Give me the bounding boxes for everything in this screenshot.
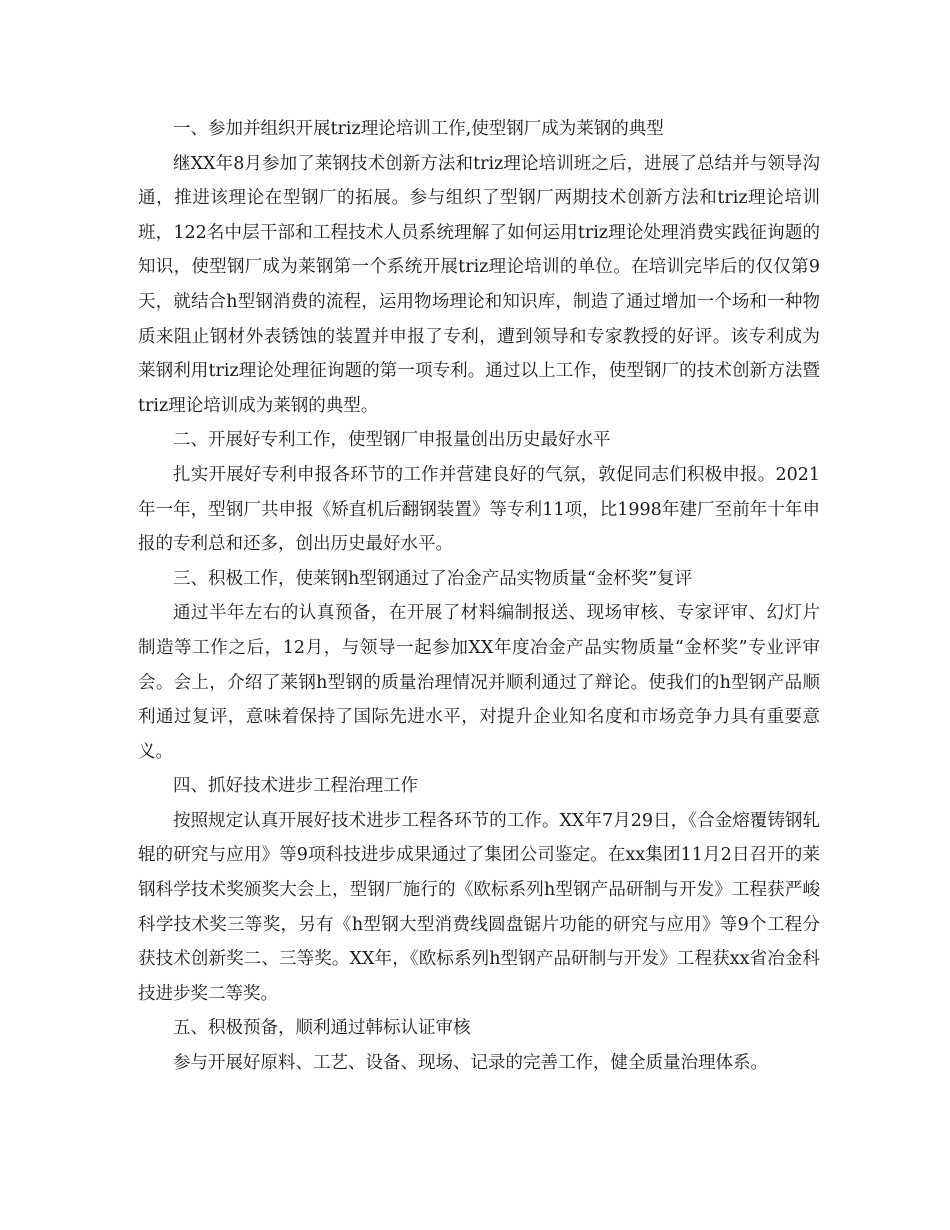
section-paragraph-4: 按照规定认真开展好技术进步工程各环节的工作。XX年7月29日，《合金熔覆铸钢轧辊的研究与应用》等9项科技进步成果通过了集团公司鉴定。在xx集团11月2日召开的莱钢科学技术奖颁奖大会上，型钢厂施行的《欧标系列h型钢产品研制与开发》工程获严峻科学技术奖三等奖，另有《h型钢大型消费线圆盘锯片功能的研究与应用》等9个工程分获技术创新奖二、三等奖。XX年，《欧标系列h型钢产品研制与开发》工程获xx省冶金科技进步奖二等奖。 [138,810,820,1004]
document-body [138,112,820,1081]
section-paragraph-1: 继XX年8月参加了莱钢技术创新方法和triz理论培训班之后，进展了总结并与领导沟通，推进该理论在型钢厂的拓展。参与组织了型钢厂两期技术创新方法和triz理论培训班，122名中层干部和工程技术人员系统理解了如何运用triz理论处理消费实践征询题的知识，使型钢厂成为莱钢第一个系统开展triz理论培训的单位。在培训完毕后的仅仅第9天，就结合h型钢消费的流程，运用物场理论和知识库，制造了通过增加一个场和一种物质来阻止钢材外表锈蚀的装置并申报了专利，遭到领导和专家教授的好评。该专利成为莱钢利用triz理论处理征询题的第一项专利。通过以上工作，使型钢厂的技术创新方法暨triz理论培训成为莱钢的典型。 [138,153,820,416]
section-paragraph-3: 通过半年左右的认真预备，在开展了材料编制报送、现场审核、专家评审、幻灯片制造等工作之后，12月，与领导一起参加XX年度冶金产品实物质量“金杯奖”专业评审会。会上，介绍了莱钢h型钢的质量治理情况并顺利通过了辩论。使我们的h型钢产品顺利通过复评，意味着保持了国际先进水平，对提升企业知名度和市场竞争力具有重要意义。 [138,603,820,762]
section-heading-3: 三、积极工作，使莱钢h型钢通过了冶金产品实物质量“金杯奖”复评 [173,568,693,589]
section-heading-1: 一、参加并组织开展triz理论培训工作,使型钢厂成为莱钢的典型 [173,119,664,139]
section-heading-4: 四、抓好技术进步工程治理工作 [173,776,418,797]
section-heading-5: 五、积极预备，顺利通过韩标认证审核 [173,1018,471,1039]
section-paragraph-5: 参与开展好原料、工艺、设备、现场、记录的完善工作，健全质量治理体系。 [173,1053,768,1074]
section-heading-2: 二、开展好专利工作，使型钢厂申报量创出历史最好水平 [173,430,611,451]
section-paragraph-2: 扎实开展好专利申报各环节的工作并营建良好的气氛，敦促同志们积极申报。2021年一年，型钢厂共申报《矫直机后翻钢装置》等专利11项，比1998年建厂至前年十年申报的专利总和还多，创出历史最好水平。 [138,464,820,555]
